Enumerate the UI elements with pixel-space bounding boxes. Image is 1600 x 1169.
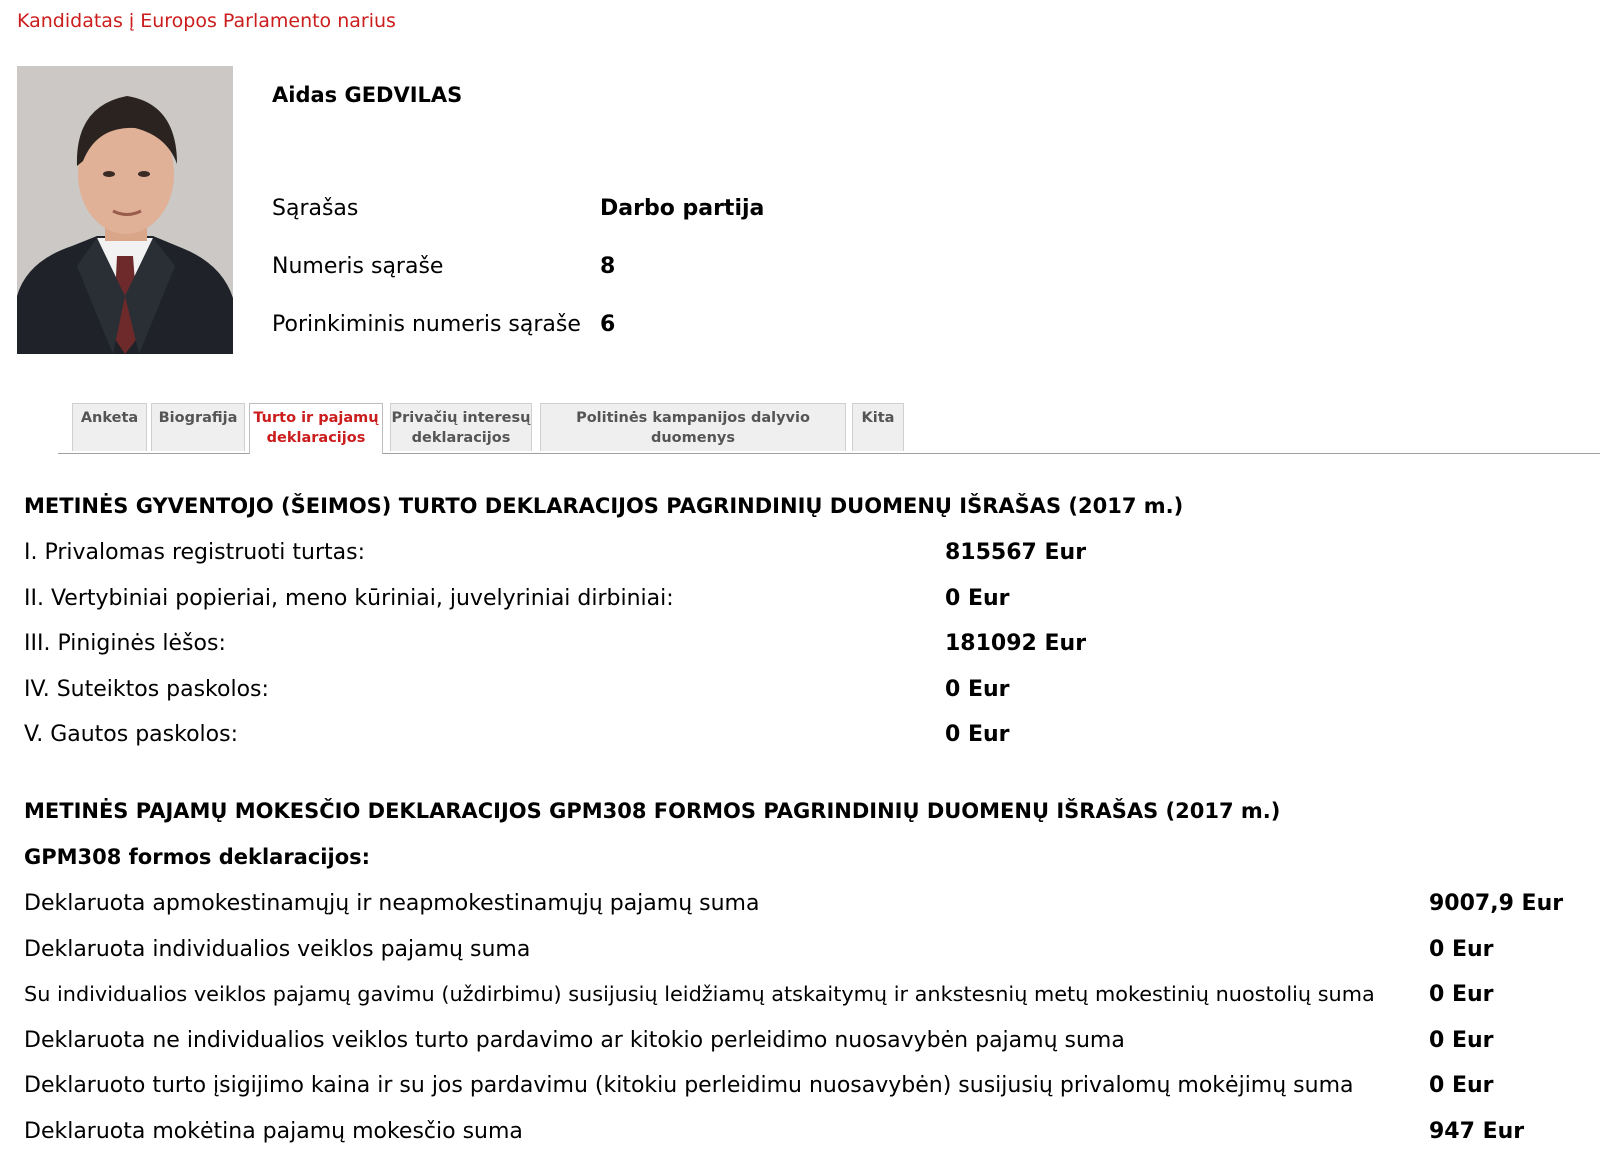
row-label: III. Piniginės lėšos:: [24, 631, 226, 656]
row-value: 0 Eur: [945, 586, 1010, 611]
row-value: 0 Eur: [945, 722, 1010, 747]
info-label: Porinkiminis numeris sąraše: [272, 312, 581, 337]
tab-private-interest-declarations[interactable]: Privačių interesų deklaracijos: [390, 403, 532, 451]
row-label: IV. Suteiktos paskolos:: [24, 677, 269, 702]
row-label: V. Gautos paskolos:: [24, 722, 238, 747]
row-label: II. Vertybiniai popieriai, meno kūriniai, juvelyriniai dirbiniai:: [24, 586, 674, 611]
row-value: 0 Eur: [1429, 1073, 1494, 1098]
row-label: Deklaruota apmokestinamųjų ir neapmokestinamųjų pajamų suma: [24, 891, 760, 916]
row-label: Deklaruota mokėtina pajamų mokesčio suma: [24, 1119, 523, 1144]
row-label: I. Privalomas registruoti turtas:: [24, 540, 365, 565]
candidate-category-link[interactable]: Kandidatas į Europos Parlamento narius: [17, 10, 396, 32]
income-row: [24, 891, 1564, 916]
row-label: Deklaruoto turto įsigijimo kaina ir su jos pardavimu (kitokiu perleidimu nuosavybėn) susijusių privalomų mokėjimų suma: [24, 1073, 1354, 1098]
info-value: 8: [600, 254, 616, 279]
row-value: 947 Eur: [1429, 1119, 1525, 1144]
income-row: [24, 1073, 1494, 1098]
property-row: [24, 722, 1010, 747]
tab-anketa[interactable]: Anketa: [72, 403, 147, 451]
info-label: Sąrašas: [272, 196, 359, 221]
property-row: [24, 631, 1087, 656]
tab-property-income-declarations[interactable]: Turto ir pajamų deklaracijos: [249, 403, 383, 454]
property-row: [24, 540, 1087, 565]
candidate-name: Aidas GEDVILAS: [272, 83, 463, 107]
tab-bar: [58, 403, 1600, 454]
row-value: 9007,9 Eur: [1429, 891, 1564, 916]
row-label: Deklaruota individualios veiklos pajamų suma: [24, 937, 531, 962]
candidate-photo: [17, 66, 233, 354]
info-label: Numeris sąraše: [272, 254, 444, 279]
property-section-title: METINĖS GYVENTOJO (ŠEIMOS) TURTO DEKLARACIJOS PAGRINDINIŲ DUOMENŲ IŠRAŠAS (2017 m.): [24, 494, 1184, 518]
row-value: 0 Eur: [1429, 982, 1494, 1007]
row-value: 0 Eur: [1429, 1028, 1494, 1053]
tab-biografija[interactable]: Biografija: [151, 403, 245, 451]
info-value: Darbo partija: [600, 196, 765, 221]
info-value: 6: [600, 312, 616, 337]
tab-kita[interactable]: Kita: [852, 403, 904, 451]
property-row: [24, 677, 1010, 702]
tab-political-campaign-data[interactable]: Politinės kampanijos dalyvio duomenys: [540, 403, 846, 451]
row-label: Su individualios veiklos pajamų gavimu (uždirbimu) susijusių leidžiamų atskaitymų ir ankstesnių metų mokestinių nuostolių suma: [24, 982, 1375, 1006]
income-row: [24, 937, 1494, 962]
income-subtitle: GPM308 formos deklaracijos:: [24, 845, 371, 869]
income-row: [24, 982, 1494, 1007]
income-row: [24, 1028, 1494, 1053]
property-row: [24, 586, 1010, 611]
income-section-title: METINĖS PAJAMŲ MOKESČIO DEKLARACIJOS GPM308 FORMOS PAGRINDINIŲ DUOMENŲ IŠRAŠAS (2017 m.): [24, 799, 1281, 823]
income-row: [24, 1119, 1525, 1144]
row-value: 0 Eur: [945, 677, 1010, 702]
row-label: Deklaruota ne individualios veiklos turto pardavimo ar kitokio perleidimo nuosavybėn pajamų suma: [24, 1028, 1125, 1053]
row-value: 181092 Eur: [945, 631, 1087, 656]
row-value: 0 Eur: [1429, 937, 1494, 962]
row-value: 815567 Eur: [945, 540, 1087, 565]
